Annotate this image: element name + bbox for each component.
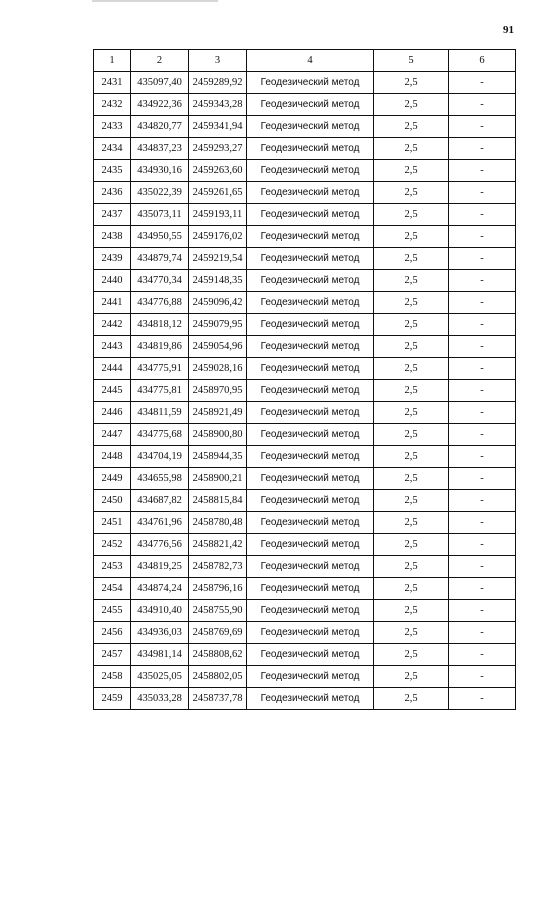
description-cell: - [449, 248, 516, 270]
point-number-cell: 2431 [94, 72, 131, 94]
method-cell: Геодезический метод [247, 248, 374, 270]
accuracy-cell: 2,5 [374, 402, 449, 424]
y-coordinate-cell: 2458737,78 [189, 688, 247, 710]
table-row [94, 204, 516, 226]
point-number-cell: 2440 [94, 270, 131, 292]
y-coordinate-cell: 2458796,16 [189, 578, 247, 600]
point-number-cell: 2443 [94, 336, 131, 358]
description-cell: - [449, 160, 516, 182]
description-cell: - [449, 622, 516, 644]
y-coordinate-cell: 2458815,84 [189, 490, 247, 512]
table-row [94, 336, 516, 358]
point-number-cell: 2432 [94, 94, 131, 116]
table-row [94, 94, 516, 116]
accuracy-cell: 2,5 [374, 336, 449, 358]
point-number-cell: 2453 [94, 556, 131, 578]
point-number-cell: 2451 [94, 512, 131, 534]
point-number-cell: 2438 [94, 226, 131, 248]
y-coordinate-cell: 2459289,92 [189, 72, 247, 94]
description-cell: - [449, 446, 516, 468]
description-cell: - [449, 226, 516, 248]
accuracy-cell: 2,5 [374, 204, 449, 226]
x-coordinate-cell: 434837,23 [131, 138, 189, 160]
point-number-cell: 2450 [94, 490, 131, 512]
x-coordinate-cell: 434704,19 [131, 446, 189, 468]
accuracy-cell: 2,5 [374, 600, 449, 622]
description-cell: - [449, 314, 516, 336]
y-coordinate-cell: 2458900,21 [189, 468, 247, 490]
accuracy-cell: 2,5 [374, 314, 449, 336]
x-coordinate-cell: 434687,82 [131, 490, 189, 512]
x-coordinate-cell: 434819,86 [131, 336, 189, 358]
description-cell: - [449, 534, 516, 556]
description-cell: - [449, 138, 516, 160]
table-row [94, 644, 516, 666]
point-number-cell: 2439 [94, 248, 131, 270]
description-cell: - [449, 424, 516, 446]
method-cell: Геодезический метод [247, 688, 374, 710]
column-header-2: 2 [131, 50, 189, 72]
table-row [94, 600, 516, 622]
x-coordinate-cell: 434879,74 [131, 248, 189, 270]
y-coordinate-cell: 2458808,62 [189, 644, 247, 666]
accuracy-cell: 2,5 [374, 468, 449, 490]
coordinates-table [93, 49, 516, 710]
table-row [94, 270, 516, 292]
description-cell: - [449, 116, 516, 138]
method-cell: Геодезический метод [247, 226, 374, 248]
x-coordinate-cell: 435073,11 [131, 204, 189, 226]
scan-edge-line [92, 0, 218, 2]
table-row [94, 688, 516, 710]
method-cell: Геодезический метод [247, 666, 374, 688]
y-coordinate-cell: 2458921,49 [189, 402, 247, 424]
method-cell: Геодезический метод [247, 336, 374, 358]
point-number-cell: 2448 [94, 446, 131, 468]
x-coordinate-cell: 434819,25 [131, 556, 189, 578]
x-coordinate-cell: 434775,81 [131, 380, 189, 402]
table-row [94, 226, 516, 248]
accuracy-cell: 2,5 [374, 622, 449, 644]
y-coordinate-cell: 2459148,35 [189, 270, 247, 292]
y-coordinate-cell: 2459219,54 [189, 248, 247, 270]
description-cell: - [449, 468, 516, 490]
y-coordinate-cell: 2459079,95 [189, 314, 247, 336]
point-number-cell: 2441 [94, 292, 131, 314]
y-coordinate-cell: 2458821,42 [189, 534, 247, 556]
accuracy-cell: 2,5 [374, 490, 449, 512]
method-cell: Геодезический метод [247, 204, 374, 226]
x-coordinate-cell: 435025,05 [131, 666, 189, 688]
method-cell: Геодезический метод [247, 72, 374, 94]
x-coordinate-cell: 434820,77 [131, 116, 189, 138]
accuracy-cell: 2,5 [374, 94, 449, 116]
y-coordinate-cell: 2459193,11 [189, 204, 247, 226]
x-coordinate-cell: 434818,12 [131, 314, 189, 336]
accuracy-cell: 2,5 [374, 644, 449, 666]
point-number-cell: 2434 [94, 138, 131, 160]
description-cell: - [449, 556, 516, 578]
description-cell: - [449, 336, 516, 358]
accuracy-cell: 2,5 [374, 512, 449, 534]
table-row [94, 248, 516, 270]
accuracy-cell: 2,5 [374, 138, 449, 160]
x-coordinate-cell: 434922,36 [131, 94, 189, 116]
description-cell: - [449, 270, 516, 292]
table-body [94, 72, 516, 710]
point-number-cell: 2445 [94, 380, 131, 402]
point-number-cell: 2437 [94, 204, 131, 226]
table-row [94, 182, 516, 204]
table-row [94, 534, 516, 556]
accuracy-cell: 2,5 [374, 116, 449, 138]
y-coordinate-cell: 2458769,69 [189, 622, 247, 644]
x-coordinate-cell: 434775,68 [131, 424, 189, 446]
method-cell: Геодезический метод [247, 446, 374, 468]
accuracy-cell: 2,5 [374, 688, 449, 710]
method-cell: Геодезический метод [247, 622, 374, 644]
point-number-cell: 2436 [94, 182, 131, 204]
method-cell: Геодезический метод [247, 512, 374, 534]
table-row [94, 490, 516, 512]
point-number-cell: 2459 [94, 688, 131, 710]
column-header-4: 4 [247, 50, 374, 72]
y-coordinate-cell: 2458970,95 [189, 380, 247, 402]
point-number-cell: 2447 [94, 424, 131, 446]
description-cell: - [449, 204, 516, 226]
table-row [94, 358, 516, 380]
accuracy-cell: 2,5 [374, 358, 449, 380]
description-cell: - [449, 292, 516, 314]
x-coordinate-cell: 435022,39 [131, 182, 189, 204]
column-header-6: 6 [449, 50, 516, 72]
page-number: 91 [503, 24, 514, 36]
x-coordinate-cell: 434981,14 [131, 644, 189, 666]
description-cell: - [449, 94, 516, 116]
accuracy-cell: 2,5 [374, 292, 449, 314]
accuracy-cell: 2,5 [374, 556, 449, 578]
accuracy-cell: 2,5 [374, 270, 449, 292]
table-header-row [94, 50, 516, 72]
description-cell: - [449, 600, 516, 622]
accuracy-cell: 2,5 [374, 666, 449, 688]
table-row [94, 512, 516, 534]
point-number-cell: 2455 [94, 600, 131, 622]
point-number-cell: 2444 [94, 358, 131, 380]
x-coordinate-cell: 434776,88 [131, 292, 189, 314]
method-cell: Геодезический метод [247, 600, 374, 622]
accuracy-cell: 2,5 [374, 578, 449, 600]
table-row [94, 292, 516, 314]
method-cell: Геодезический метод [247, 270, 374, 292]
accuracy-cell: 2,5 [374, 424, 449, 446]
accuracy-cell: 2,5 [374, 226, 449, 248]
method-cell: Геодезический метод [247, 314, 374, 336]
x-coordinate-cell: 434936,03 [131, 622, 189, 644]
method-cell: Геодезический метод [247, 94, 374, 116]
point-number-cell: 2458 [94, 666, 131, 688]
column-header-3: 3 [189, 50, 247, 72]
x-coordinate-cell: 434930,16 [131, 160, 189, 182]
table-row [94, 160, 516, 182]
method-cell: Геодезический метод [247, 160, 374, 182]
y-coordinate-cell: 2459054,96 [189, 336, 247, 358]
accuracy-cell: 2,5 [374, 380, 449, 402]
x-coordinate-cell: 434761,96 [131, 512, 189, 534]
method-cell: Геодезический метод [247, 116, 374, 138]
description-cell: - [449, 644, 516, 666]
description-cell: - [449, 688, 516, 710]
point-number-cell: 2433 [94, 116, 131, 138]
method-cell: Геодезический метод [247, 644, 374, 666]
y-coordinate-cell: 2458900,80 [189, 424, 247, 446]
point-number-cell: 2457 [94, 644, 131, 666]
x-coordinate-cell: 434776,56 [131, 534, 189, 556]
method-cell: Геодезический метод [247, 490, 374, 512]
y-coordinate-cell: 2459263,60 [189, 160, 247, 182]
table-row [94, 380, 516, 402]
table-row [94, 72, 516, 94]
point-number-cell: 2454 [94, 578, 131, 600]
y-coordinate-cell: 2458780,48 [189, 512, 247, 534]
method-cell: Геодезический метод [247, 424, 374, 446]
y-coordinate-cell: 2458755,90 [189, 600, 247, 622]
accuracy-cell: 2,5 [374, 446, 449, 468]
y-coordinate-cell: 2459343,28 [189, 94, 247, 116]
x-coordinate-cell: 434950,55 [131, 226, 189, 248]
method-cell: Геодезический метод [247, 556, 374, 578]
method-cell: Геодезический метод [247, 402, 374, 424]
method-cell: Геодезический метод [247, 534, 374, 556]
x-coordinate-cell: 434770,34 [131, 270, 189, 292]
point-number-cell: 2449 [94, 468, 131, 490]
y-coordinate-cell: 2459261,65 [189, 182, 247, 204]
x-coordinate-cell: 434775,91 [131, 358, 189, 380]
table-row [94, 578, 516, 600]
y-coordinate-cell: 2459176,02 [189, 226, 247, 248]
point-number-cell: 2446 [94, 402, 131, 424]
table-row [94, 402, 516, 424]
x-coordinate-cell: 434910,40 [131, 600, 189, 622]
description-cell: - [449, 512, 516, 534]
y-coordinate-cell: 2458944,35 [189, 446, 247, 468]
accuracy-cell: 2,5 [374, 72, 449, 94]
y-coordinate-cell: 2459293,27 [189, 138, 247, 160]
method-cell: Геодезический метод [247, 578, 374, 600]
table-row [94, 446, 516, 468]
description-cell: - [449, 666, 516, 688]
method-cell: Геодезический метод [247, 182, 374, 204]
method-cell: Геодезический метод [247, 138, 374, 160]
table-row [94, 138, 516, 160]
description-cell: - [449, 72, 516, 94]
point-number-cell: 2456 [94, 622, 131, 644]
description-cell: - [449, 358, 516, 380]
x-coordinate-cell: 434811,59 [131, 402, 189, 424]
point-number-cell: 2452 [94, 534, 131, 556]
accuracy-cell: 2,5 [374, 182, 449, 204]
description-cell: - [449, 578, 516, 600]
description-cell: - [449, 402, 516, 424]
column-header-1: 1 [94, 50, 131, 72]
table-row [94, 622, 516, 644]
point-number-cell: 2442 [94, 314, 131, 336]
y-coordinate-cell: 2458802,05 [189, 666, 247, 688]
description-cell: - [449, 380, 516, 402]
accuracy-cell: 2,5 [374, 534, 449, 556]
table-row [94, 116, 516, 138]
y-coordinate-cell: 2459096,42 [189, 292, 247, 314]
y-coordinate-cell: 2458782,73 [189, 556, 247, 578]
point-number-cell: 2435 [94, 160, 131, 182]
table-row [94, 468, 516, 490]
table-row [94, 556, 516, 578]
method-cell: Геодезический метод [247, 468, 374, 490]
table-row [94, 314, 516, 336]
x-coordinate-cell: 434655,98 [131, 468, 189, 490]
description-cell: - [449, 182, 516, 204]
x-coordinate-cell: 434874,24 [131, 578, 189, 600]
description-cell: - [449, 490, 516, 512]
accuracy-cell: 2,5 [374, 248, 449, 270]
y-coordinate-cell: 2459028,16 [189, 358, 247, 380]
table-row [94, 424, 516, 446]
column-header-5: 5 [374, 50, 449, 72]
method-cell: Геодезический метод [247, 358, 374, 380]
method-cell: Геодезический метод [247, 292, 374, 314]
y-coordinate-cell: 2459341,94 [189, 116, 247, 138]
x-coordinate-cell: 435033,28 [131, 688, 189, 710]
accuracy-cell: 2,5 [374, 160, 449, 182]
method-cell: Геодезический метод [247, 380, 374, 402]
x-coordinate-cell: 435097,40 [131, 72, 189, 94]
table-row [94, 666, 516, 688]
